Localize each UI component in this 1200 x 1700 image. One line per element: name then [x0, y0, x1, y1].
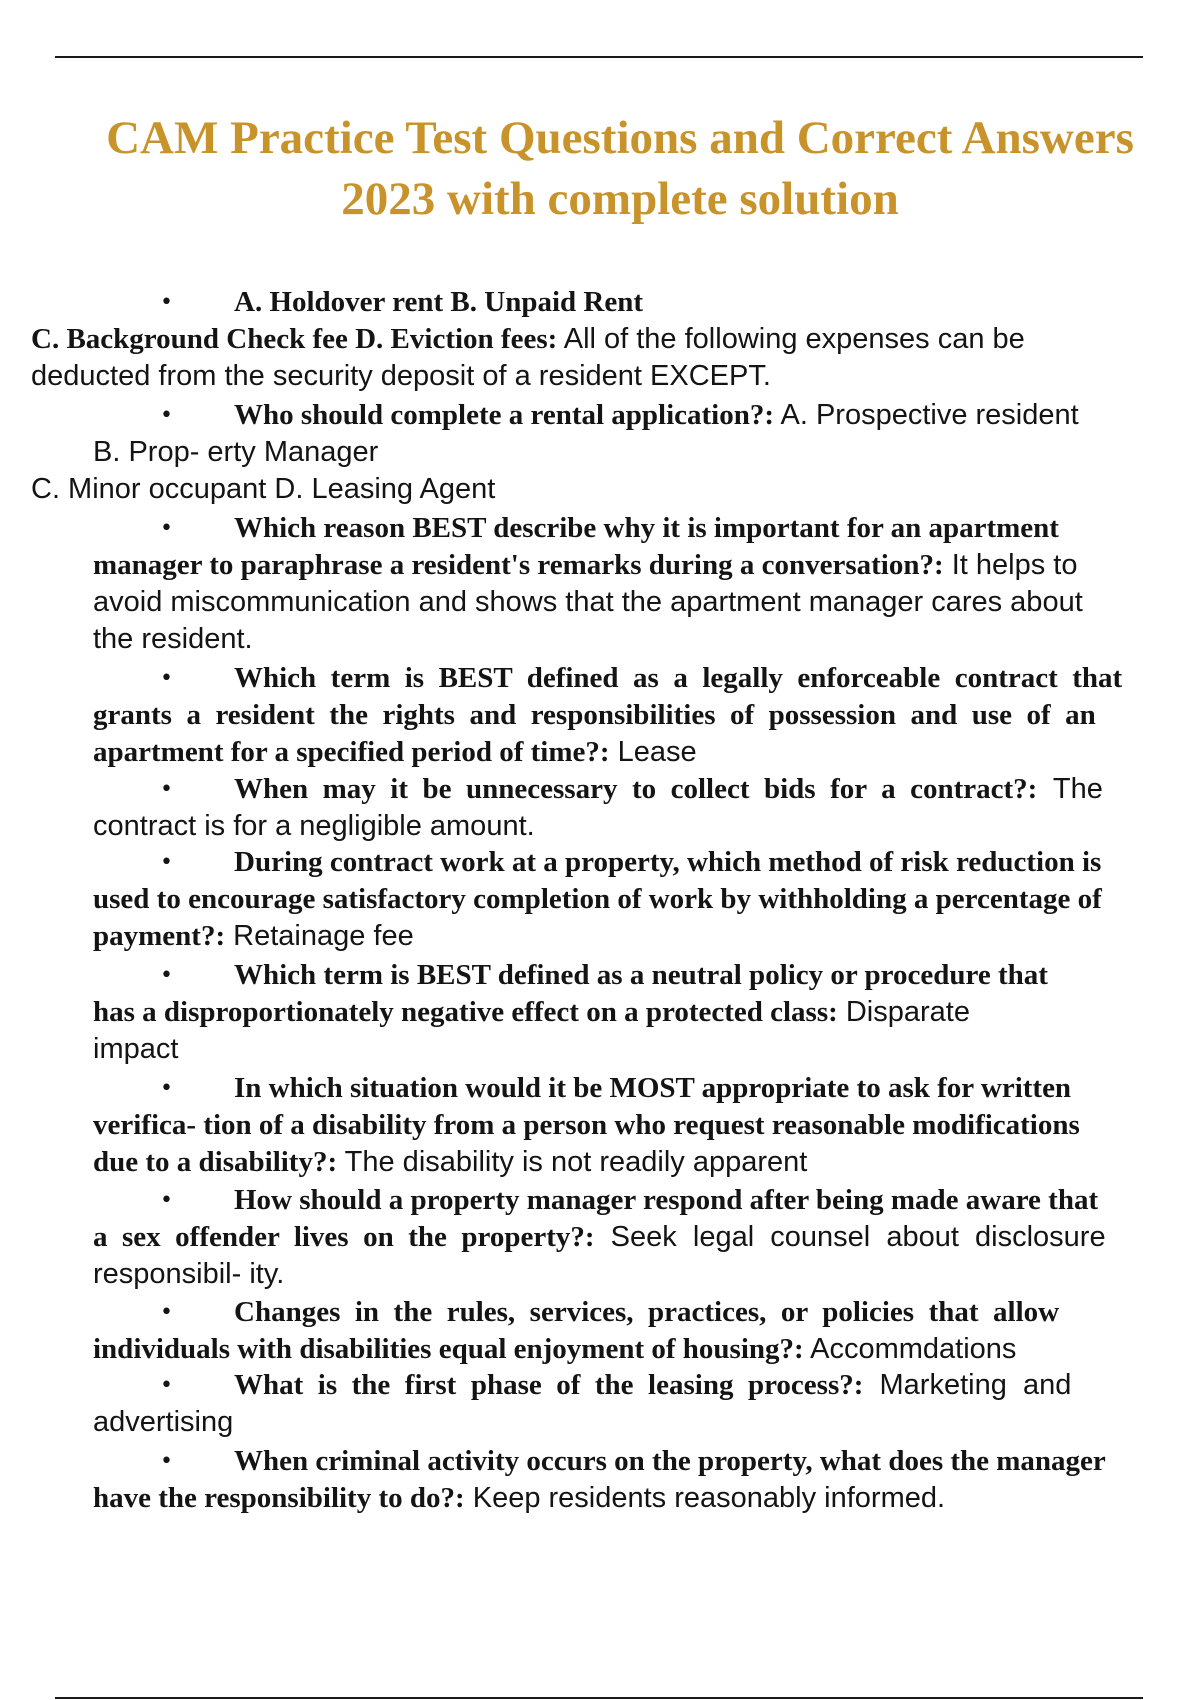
qa-line: [234, 1367, 1071, 1404]
bullet-icon: •: [160, 516, 173, 541]
qa-line: [31, 321, 1025, 358]
qa-line: [234, 957, 1048, 994]
qa-line: [93, 1144, 807, 1181]
bullet-icon: •: [160, 403, 173, 428]
question-text: Changes in the rules, services, practices, or policies that allow: [234, 1296, 1060, 1328]
answer-text: Accommdations: [803, 1333, 1017, 1365]
answer-text: Disparate: [837, 996, 970, 1028]
qa-line: [234, 1443, 1106, 1480]
answer-text: The: [1037, 773, 1103, 805]
answer-text: Retainage fee: [225, 920, 414, 952]
qa-line: [234, 1182, 1098, 1219]
question-text: How should a property manager respond after being made aware that: [234, 1184, 1099, 1216]
question-text: have the responsibility to do?:: [93, 1482, 465, 1514]
question-text: In which situation would it be MOST appropriate to ask for written: [234, 1072, 1072, 1104]
qa-line: [93, 1107, 1080, 1144]
qa-line: [93, 994, 970, 1031]
qa-line: [234, 1294, 1059, 1331]
question-text: individuals with disabilities equal enjoyment of housing?:: [93, 1333, 804, 1365]
qa-line: [93, 621, 253, 658]
question-text: C. Background Check fee D. Eviction fees:: [31, 323, 558, 355]
question-text: apartment for a specified period of time?:: [93, 736, 610, 768]
question-text: has a disproportionately negative effect on a protected class:: [93, 996, 838, 1028]
qa-line: [234, 1070, 1071, 1107]
question-text: When criminal activity occurs on the property, what does the manager: [234, 1445, 1106, 1477]
question-text: a sex offender lives on the property?:: [93, 1221, 595, 1253]
bullet-icon: •: [160, 290, 173, 315]
question-text: manager to paraphrase a resident's remarks during a conversation?:: [93, 549, 944, 581]
answer-text: A. Prospective resident: [774, 399, 1079, 431]
answer-text: contract is for a negligible amount.: [93, 810, 535, 842]
bullet-icon: •: [160, 850, 173, 875]
answer-text: C. Minor occupant D. Leasing Agent: [31, 473, 496, 505]
question-text: due to a disability?:: [93, 1146, 338, 1178]
bullet-icon: •: [160, 1373, 173, 1398]
qa-line: [234, 771, 1103, 808]
answer-text: Keep residents reasonably informed.: [464, 1482, 946, 1514]
qa-line: [93, 1256, 284, 1293]
qa-line: [93, 808, 535, 845]
answer-text: impact: [93, 1033, 179, 1065]
question-text: Which term is BEST defined as a legally enforceable contract that: [234, 662, 1123, 694]
qa-line: [93, 434, 378, 471]
bullet-icon: •: [160, 777, 173, 802]
qa-line: [93, 1480, 945, 1517]
question-text: A. Holdover rent B. Unpaid Rent: [234, 286, 643, 318]
qa-line: [234, 844, 1101, 881]
answer-text: the resident.: [93, 623, 253, 655]
qa-line: [31, 358, 771, 395]
answer-text: advertising: [93, 1406, 234, 1438]
question-text: Which reason BEST describe why it is important for an apartment: [234, 512, 1059, 544]
answer-text: Marketing and: [863, 1369, 1072, 1401]
answer-text: It helps to: [943, 549, 1078, 581]
qa-line: [234, 660, 1122, 697]
qa-line: [234, 510, 1059, 547]
answer-text: Seek legal counsel about disclosure: [594, 1221, 1106, 1253]
qa-line: [93, 584, 1083, 621]
bullet-icon: •: [160, 1188, 173, 1213]
question-text: During contract work at a property, which method of risk reduction is: [234, 846, 1102, 878]
answer-text: B. Prop- erty Manager: [93, 436, 379, 468]
bullet-icon: •: [160, 1449, 173, 1474]
answer-text: Lease: [609, 736, 697, 768]
bullet-icon: •: [160, 666, 173, 691]
qa-line: [93, 547, 1077, 584]
question-text: grants a resident the rights and responsibilities of possession and use of an: [93, 699, 1096, 731]
answer-text: deducted from the security deposit of a resident EXCEPT.: [31, 360, 771, 392]
question-text: When may it be unnecessary to collect bids for a contract?:: [234, 773, 1038, 805]
question-text: used to encourage satisfactory completion of work by withholding a percentage of: [93, 883, 1102, 915]
question-text: verifica- tion of a disability from a person who request reasonable modifications: [93, 1109, 1080, 1141]
bullet-icon: •: [160, 963, 173, 988]
qa-line: [93, 881, 1102, 918]
bullet-icon: •: [160, 1076, 173, 1101]
qa-line: [93, 734, 697, 771]
qa-line: [93, 1404, 233, 1441]
answer-text: responsibil- ity.: [93, 1258, 285, 1290]
question-text: Who should complete a rental application?:: [234, 399, 775, 431]
qa-line: [234, 284, 643, 321]
qa-line: [93, 1031, 178, 1068]
bullet-icon: •: [160, 1300, 173, 1325]
qa-line: [93, 1219, 1106, 1256]
qa-line: [93, 697, 1096, 734]
qa-line: [93, 1331, 1016, 1368]
question-text: Which term is BEST defined as a neutral policy or procedure that: [234, 959, 1048, 991]
title-line-2: 2023 with complete solution: [341, 173, 899, 225]
question-text: payment?:: [93, 920, 226, 952]
answer-text: The disability is not readily apparent: [337, 1146, 808, 1178]
qa-line: [31, 471, 495, 508]
title-line-1: CAM Practice Test Questions and Correct Answers: [106, 112, 1134, 164]
question-text: What is the first phase of the leasing process?:: [234, 1369, 864, 1401]
bottom-rule: [55, 1697, 1143, 1699]
qa-line: [234, 397, 1079, 434]
answer-text: All of the following expenses can be: [557, 323, 1025, 355]
answer-text: avoid miscommunication and shows that the apartment manager cares about: [93, 586, 1083, 618]
qa-line: [93, 918, 414, 955]
